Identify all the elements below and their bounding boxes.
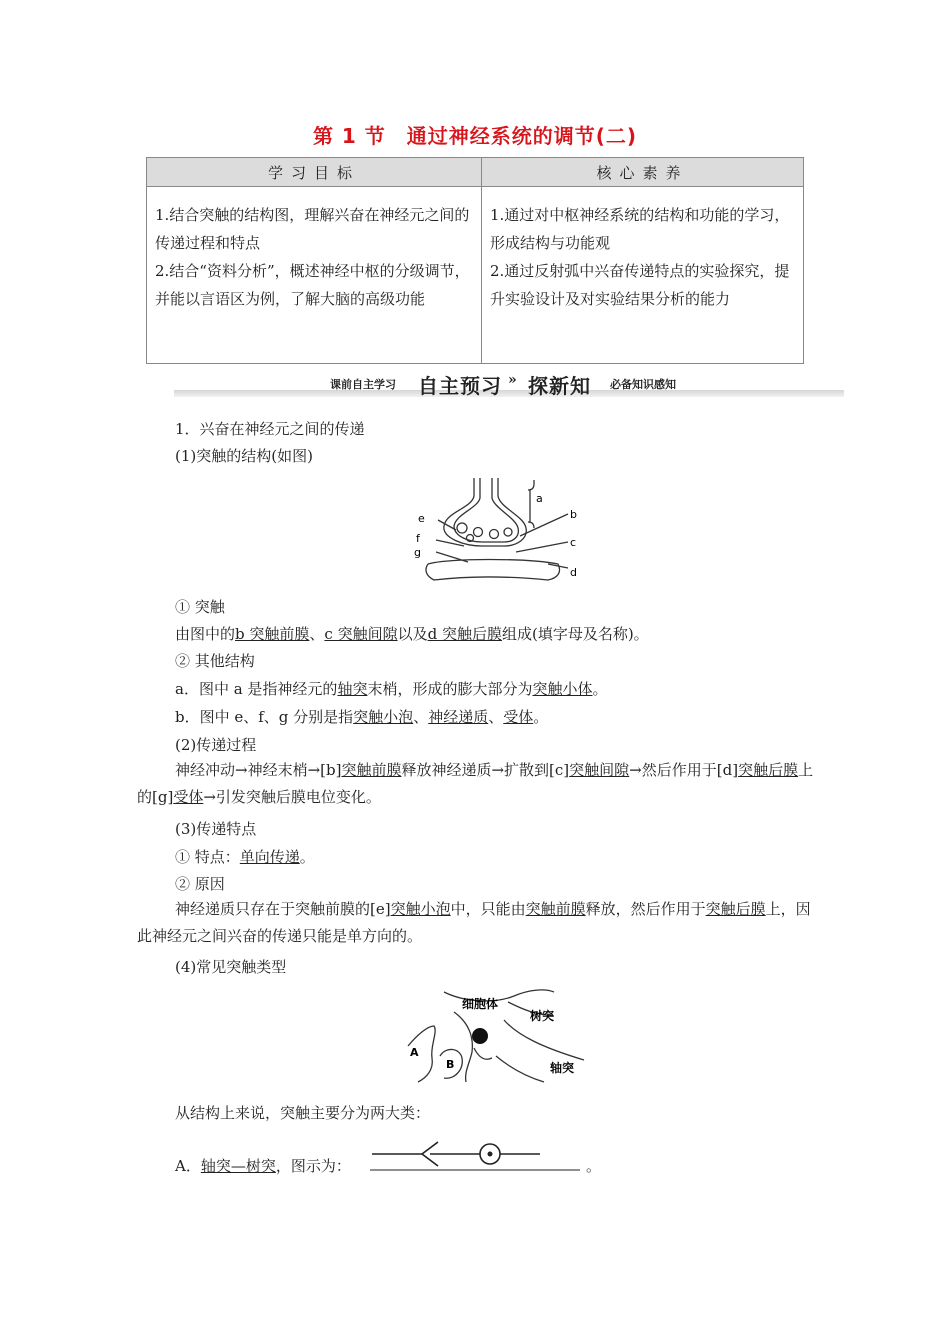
- synapse-label-e: e: [418, 512, 425, 525]
- cell-body-dot: [472, 1028, 488, 1044]
- type-a-text: A．轴突—树突，图示为：: [175, 1157, 351, 1175]
- reason-title: ② 原因: [175, 875, 225, 893]
- core-literacy-2: 2.通过反射弧中兴奋传递特点的实验探究，提升实验设计及对实验结果分析的能力: [490, 262, 790, 308]
- label-A: A: [410, 1046, 419, 1059]
- learning-goal-1: 1.结合突触的结构图，理解兴奋在神经元之间的传递过程和特点: [155, 206, 470, 252]
- types-intro: 从结构上来说，突触主要分为两大类：: [175, 1104, 431, 1122]
- feature-text: ① 特点：单向传递。: [175, 848, 315, 866]
- synapse-diagram: [408, 472, 593, 590]
- page-title: 第 1 节 通过神经系统的调节(二): [312, 124, 638, 148]
- header-learning-goals: 学习目标: [147, 158, 482, 187]
- process-text: 神经冲动→神经末梢→[b]突触前膜释放神经递质→扩散到[c]突触间隙→然后作用于[d]突触后膜上的[g]受体→引发突触后膜电位变化。: [137, 761, 814, 806]
- synapse-label-b: b: [570, 508, 577, 521]
- synapse-label-d: d: [570, 566, 577, 579]
- text-a: a．图中 a 是指神经元的轴突末梢，形成的膨大部分为突触小体。: [175, 680, 608, 698]
- header-core-literacy: 核心素养: [482, 158, 804, 187]
- synapse-types-diagram: [404, 986, 589, 1088]
- label-axon: 轴突: [550, 1061, 575, 1075]
- learning-goal-2: 2.结合“资料分析”，概述神经中枢的分级调节，并能以言语区为例，了解大脑的高级功能: [155, 262, 470, 308]
- text-b: b．图中 e、f、g 分别是指突触小泡、神经递质、受体。: [175, 708, 549, 726]
- banner-bar: [174, 390, 844, 397]
- learning-goals-cell: [147, 187, 482, 364]
- subsection-2: (2)传递过程: [175, 736, 257, 754]
- core-literacy-cell: [482, 187, 804, 364]
- goals-table: [146, 157, 804, 364]
- item-synapse: ① 突触: [175, 598, 225, 616]
- subsection-3: (3)传递特点: [175, 820, 257, 838]
- section-1-heading: 1．兴奋在神经元之间的传递: [175, 420, 365, 438]
- core-literacy-1: 1.通过对中枢神经系统的结构和功能的学习，形成结构与功能观: [490, 206, 790, 252]
- section-banner: [174, 370, 844, 400]
- subsection-4: (4)常见突触类型: [175, 958, 287, 976]
- label-dendrite: 树突: [530, 1009, 555, 1023]
- item-other-structures: ② 其他结构: [175, 652, 255, 670]
- banner-left-text: 课前自主学习: [330, 378, 396, 391]
- type-a-end: 。: [586, 1157, 602, 1175]
- label-B: B: [446, 1058, 455, 1071]
- synapse-label-c: c: [570, 536, 577, 549]
- synapse-composition-text: 由图中的b 突触前膜、c 突触间隙以及d 突触后膜组成(填字母及名称)。: [175, 625, 649, 643]
- banner-main-2: 探新知: [528, 374, 591, 398]
- subsection-1: (1)突触的结构(如图): [175, 447, 313, 465]
- reason-text: 神经递质只存在于突触前膜的[e]突触小泡中，只能由突触前膜释放，然后作用于突触后膜上，因此神经元之间兴奋的传递只能是单方向的。: [137, 900, 811, 945]
- synapse-label-g: g: [414, 546, 421, 559]
- axon-dendrite-schematic: [370, 1138, 585, 1172]
- synapse-label-f: f: [416, 532, 420, 545]
- synapse-label-a: a: [536, 492, 543, 505]
- banner-arrow-icon: »: [508, 372, 517, 388]
- label-cell-body: 细胞体: [462, 997, 499, 1011]
- banner-main-1: 自主预习: [418, 374, 502, 398]
- banner-right-text: 必备知识感知: [610, 378, 676, 391]
